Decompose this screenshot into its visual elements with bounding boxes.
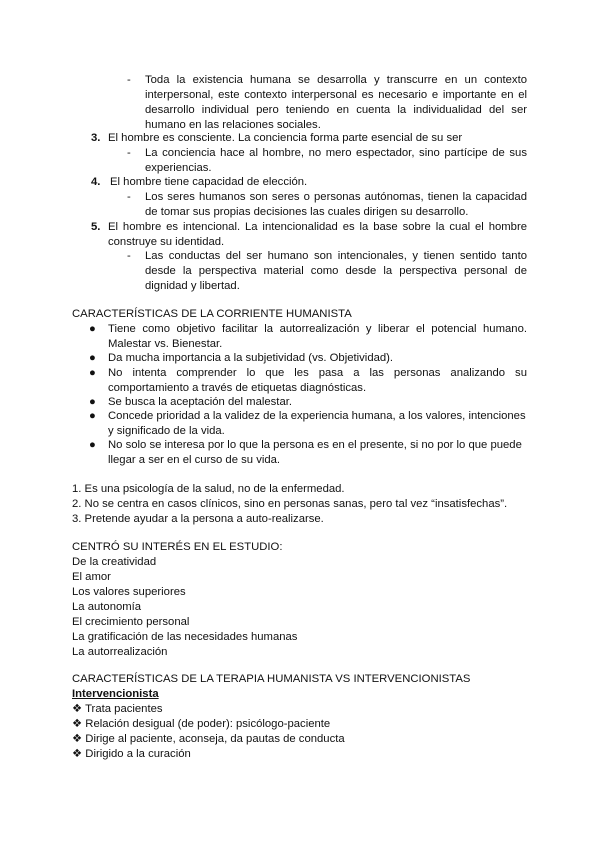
statement-item: 3. Pretende ayudar a la persona a auto-realizarse.	[72, 513, 324, 525]
bullet-item: Da mucha importancia a la subjetividad (vs. Objetividad).	[108, 352, 394, 364]
numbered-item-text: El hombre tiene capacidad de elección.	[110, 176, 308, 188]
numbered-item-text: El hombre es intencional. La intencionalidad es la base sobre la cual el hombre construye su identidad.	[108, 221, 527, 248]
list-item: El crecimiento personal	[72, 616, 190, 628]
list-item: Los valores superiores	[72, 586, 186, 598]
bullet-icon: ●	[89, 410, 96, 422]
diamond-bullet-icon: ❖	[72, 703, 83, 715]
list-number: 5.	[91, 221, 101, 233]
statement-item: 2. No se centra en casos clínicos, sino en personas sanas, pero tal vez “insatisfechas”.	[72, 498, 508, 510]
list-item: El amor	[72, 571, 111, 583]
list-item: La autorrealización	[72, 646, 168, 658]
dash-marker: -	[127, 191, 131, 203]
bullet-item: Tiene como objetivo facilitar la autorrealización y liberar el potencial humano. Malestar vs. Bienestar.	[108, 323, 527, 350]
list-item	[72, 702, 542, 717]
subheading: Intervencionista	[72, 688, 159, 700]
list-item: La gratificación de las necesidades humanas	[72, 631, 298, 643]
numbered-statements	[72, 482, 542, 527]
section-heading: CARACTERÍSTICAS DE LA CORRIENTE HUMANISTA	[72, 308, 352, 320]
bullet-icon: ●	[89, 323, 96, 335]
interest-section	[72, 540, 542, 660]
diamond-bullet-icon: ❖	[72, 718, 83, 730]
dash-paragraph: Toda la existencia humana se desarrolla y transcurre en un contexto interpersonal, este contexto interpersonal es necesario e importante en el desarrollo individual pero teniendo en cuenta la individualidad del ser humano en las relaciones sociales.	[145, 74, 527, 131]
list-item	[72, 747, 542, 762]
list-item-text: Dirige al paciente, aconseja, da pautas de conducta	[85, 733, 345, 745]
dash-paragraph: La conciencia hace al hombre, no mero espectador, sino partícipe de sus experiencias.	[145, 147, 527, 174]
numbered-item-text: El hombre es consciente. La conciencia forma parte esencial de su ser	[108, 132, 463, 144]
statement-item: 1. Es una psicología de la salud, no de la enfermedad.	[72, 483, 345, 495]
dash-marker: -	[127, 147, 131, 159]
dash-marker: -	[127, 250, 131, 262]
section-heading: CARACTERÍSTICAS DE LA TERAPIA HUMANISTA VS INTERVENCIONISTAS	[72, 673, 471, 685]
bullet-item: Concede prioridad a la validez de la experiencia humana, a los valores, intenciones y significado de la vida.	[108, 410, 526, 437]
diamond-bullet-icon: ❖	[72, 733, 83, 745]
bullet-icon: ●	[89, 367, 96, 379]
diamond-bullet-icon: ❖	[72, 748, 83, 760]
list-item	[72, 732, 542, 747]
bullet-icon: ●	[89, 439, 96, 451]
list-item-text: Trata pacientes	[85, 703, 163, 715]
list-item-text: Relación desigual (de poder): psicólogo-paciente	[85, 718, 331, 730]
therapy-section	[72, 672, 542, 762]
list-number: 4.	[91, 176, 101, 188]
dash-paragraph: Los seres humanos son seres o personas autónomas, tienen la capacidad de tomar sus propias decisiones las cuales dirigen su desarrollo.	[145, 191, 527, 218]
section-heading: CENTRÓ SU INTERÉS EN EL ESTUDIO:	[72, 541, 283, 553]
bullet-item: No intenta comprender lo que les pasa a las personas analizando su comportamiento a través de etiquetas diagnósticas.	[108, 367, 527, 394]
list-number: 3.	[91, 132, 101, 144]
bullet-icon: ●	[89, 352, 96, 364]
list-item: La autonomía	[72, 601, 142, 613]
dash-marker: -	[127, 74, 131, 86]
list-item: De la creatividad	[72, 556, 157, 568]
bullet-item: No solo se interesa por lo que la persona es en el presente, si no por lo que puede llegar a ser en el curso de su vida.	[108, 439, 522, 466]
list-item-text: Dirigido a la curación	[85, 748, 191, 760]
list-item	[72, 717, 542, 732]
bullet-item: Se busca la aceptación del malestar.	[108, 396, 292, 408]
bullet-icon: ●	[89, 396, 96, 408]
dash-paragraph: Las conductas del ser humano son intencionales, y tienen sentido tanto desde la perspectiva material como desde la perspectiva personal de dignidad y libertad.	[145, 250, 527, 292]
